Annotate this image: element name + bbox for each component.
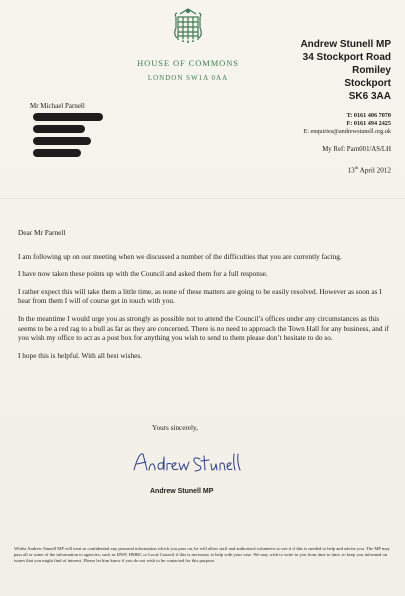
paragraph: I have now taken these points up with the Council and asked them for a full response. [18, 269, 268, 279]
date-day: 13 [347, 166, 355, 175]
salutation: Dear Mr Parnell [18, 228, 66, 237]
paragraph: I rather expect this will take them a little time, as none of these matters are going to be easily resolved. However as soon as I hear from them I will of course get in touch with you. [18, 286, 382, 306]
handwritten-signature [132, 448, 242, 478]
date-rest: April 2012 [358, 166, 391, 175]
paragraph: In the meantime I would urge you as strongly as possible not to attend the Council’s offices under any circumstances as this seems to be a red rag to a bull as far as they are concerned. There is no need to approach the Town Hall for any business, and if you wish my office to act as a post box for anything you wish to send to them please don’t hesitate to do so. [18, 313, 389, 343]
redacted-address-line [33, 137, 91, 145]
sender-address-line: Stockport [344, 78, 391, 89]
fax: F: 0161 494 2425 [346, 120, 391, 127]
paragraph: I am following up on our meeting when we discussed a number of the difficulties that you are currently facing. [18, 251, 342, 261]
paper-fold-line [0, 198, 405, 199]
redacted-address-line [33, 125, 85, 133]
signatory-name: Andrew Stunell MP [150, 488, 214, 495]
telephone: T: 0161 406 7070 [346, 112, 391, 119]
redacted-address-line [33, 113, 103, 121]
letterhead-institution: HOUSE OF COMMONS [137, 58, 239, 68]
sender-address-line: 34 Stockport Road [302, 52, 391, 63]
letterhead-address: LONDON SW1A 0AA [147, 74, 229, 82]
reference: My Ref: Parn001/AS/LH [322, 146, 391, 153]
letter-date [348, 165, 391, 174]
recipient-name: Mr Michael Parnell [30, 102, 85, 110]
redacted-address-line [33, 149, 81, 157]
sender-address-line: SK6 3AA [348, 91, 391, 102]
email: E: enquiries@andrewstunell.org.uk [303, 128, 391, 135]
date-suffix: th [354, 165, 359, 170]
sender-name: Andrew Stunell MP [300, 39, 391, 50]
sender-address-line: Romiley [352, 65, 391, 76]
closing: Yours sincerely, [152, 424, 198, 432]
contact-details [303, 112, 391, 136]
letter-body [18, 228, 390, 368]
privacy-notice: Whilst Andrew Stunell MP will treat as confidential any personal information which you pass on, he will allow staff and authorised volunteers to see it if this is needed to help and advise you. The MP may pass all or some of the information to agencies, such as DWP, HMRC or Local Council if this is necessary to help with your case. We may wish to write to you from time to time, to keep you informed on issues that you might find of interest. Please let him know if you do not wish to be contacted for this purpose. [14, 546, 390, 563]
portcullis-crest-icon [172, 8, 204, 46]
sender-block [300, 38, 391, 103]
paragraph: I hope this is helpful. With all best wishes. [18, 350, 143, 360]
